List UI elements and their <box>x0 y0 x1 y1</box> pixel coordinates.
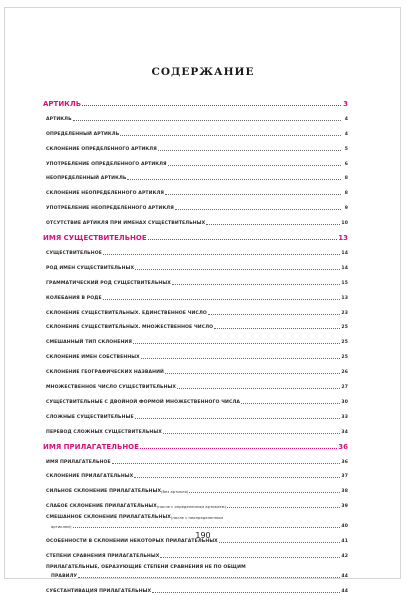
entry-page-number: 5 <box>344 146 348 152</box>
toc-entry[interactable] <box>43 212 348 227</box>
toc-entry[interactable] <box>43 495 348 510</box>
dot-leader <box>177 388 340 389</box>
entry-label: УПОТРЕБЛЕНИЕ ОПРЕДЕЛЕННОГО АРТИКЛЯ <box>46 161 167 167</box>
entry-label: ОСОБЕННОСТИ В СКЛОНЕНИИ НЕКОТОРЫХ ПРИЛАГАТЕЛЬНЫХ <box>46 539 218 545</box>
entry-label: СКЛОНЕНИЕ ПРИЛАГАТЕЛЬНЫХ <box>46 474 134 480</box>
toc-entry[interactable] <box>43 272 348 287</box>
toc-entry[interactable] <box>43 123 348 138</box>
toc-entry[interactable] <box>43 510 348 521</box>
dot-leader <box>135 269 340 270</box>
entry-page-number: 37 <box>341 474 348 480</box>
entry-label: СМЕШАННОЕ СКЛОНЕНИЕ ПРИЛАГАТЕЛЬНЫХ <box>46 514 171 520</box>
entry-label: ИМЯ ПРИЛАГАТЕЛЬНОЕ <box>46 459 111 465</box>
toc-entry[interactable] <box>43 560 348 571</box>
dot-leader <box>175 209 341 210</box>
entry-page-number: 6 <box>344 161 348 167</box>
toc-section-heading[interactable] <box>43 440 348 451</box>
entry-label: СМЕШАННЫЙ ТИП СКЛОНЕНИЯ <box>46 340 132 346</box>
section-page-number: 13 <box>338 234 348 243</box>
dot-leader <box>208 314 341 315</box>
entry-label: ПРИЛАГАТЕЛЬНЫЕ, ОБРАЗУЮЩИЕ СТЕПЕНИ СРАВНЕНИЯ НЕ ПО ОБЩИМ <box>46 564 246 570</box>
toc-entry-continuation[interactable] <box>43 521 348 531</box>
dot-leader <box>135 418 341 419</box>
toc-section-heading[interactable] <box>43 231 348 242</box>
entry-continuation: артиклем) <box>51 525 72 530</box>
entry-page-number: 42 <box>341 554 348 560</box>
toc-entry-continuation[interactable] <box>43 571 348 581</box>
dot-leader <box>172 284 341 285</box>
entry-label: РОД ИМЕН СУЩЕСТВИТЕЛЬНЫХ <box>46 265 135 271</box>
entry-label: СЛОЖНЫЕ СУЩЕСТВИТЕЛЬНЫЕ <box>46 414 134 420</box>
dot-leader <box>112 463 341 464</box>
dot-leader <box>82 105 341 106</box>
section-heading-label: ИМЯ СУЩЕСТВИТЕЛЬНОЕ <box>43 234 147 243</box>
entry-page-number: 8 <box>344 176 348 182</box>
dot-leader <box>73 527 341 528</box>
dot-leader <box>141 358 341 359</box>
dot-leader <box>160 557 340 558</box>
entry-label: СУЩЕСТВИТЕЛЬНЫЕ С ДВОЙНОЙ ФОРМОЙ МНОЖЕСТВЕННОГО ЧИСЛА <box>46 399 241 405</box>
entry-page-number: 13 <box>341 295 348 301</box>
dot-leader <box>152 592 340 593</box>
entry-continuation: ПРАВИЛУ <box>51 574 78 580</box>
entry-page-number: 27 <box>341 385 348 391</box>
entry-label: АРТИКЛЬ <box>46 116 72 122</box>
entry-page-number: 10 <box>341 221 348 227</box>
toc-entry[interactable] <box>43 317 348 332</box>
toc-entry[interactable] <box>43 545 348 560</box>
dot-leader <box>78 577 340 578</box>
entry-page-number: 36 <box>341 459 348 465</box>
dot-leader <box>158 150 341 151</box>
toc-entry[interactable] <box>43 466 348 481</box>
dot-leader <box>214 328 340 329</box>
entry-page-number: 30 <box>341 399 348 405</box>
entry-label: УПОТРЕБЛЕНИЕ НЕОПРЕДЕЛЕННОГО АРТИКЛЯ <box>46 206 174 212</box>
entry-label: НЕОПРЕДЕЛЕННЫЙ АРТИКЛЬ <box>46 176 127 182</box>
toc-entry[interactable] <box>43 257 348 272</box>
table-of-contents <box>43 97 348 595</box>
entry-label: ГРАММАТИЧЕСКИЙ РОД СУЩЕСТВИТЕЛЬНЫХ <box>46 280 171 286</box>
entry-label: СКЛОНЕНИЕ ОПРЕДЕЛЕННОГО АРТИКЛЯ <box>46 146 157 152</box>
entry-page-number: 25 <box>341 325 348 331</box>
entry-note: (без артикля) <box>161 490 189 495</box>
toc-entry[interactable] <box>43 406 348 421</box>
dot-leader <box>140 448 337 449</box>
entry-label: СКЛОНЕНИЕ СУЩЕСТВИТЕЛЬНЫХ. МНОЖЕСТВЕННОЕ ЧИСЛО <box>46 325 214 331</box>
toc-entry[interactable] <box>43 242 348 257</box>
entry-page-number: 41 <box>341 539 348 545</box>
toc-entry[interactable] <box>43 376 348 391</box>
toc-section-heading[interactable] <box>43 97 348 108</box>
toc-entry[interactable] <box>43 480 348 495</box>
toc-entry[interactable] <box>43 346 348 361</box>
entry-page-number: 40 <box>341 524 348 530</box>
entry-page-number: 4 <box>344 116 348 122</box>
entry-page-number: 14 <box>341 265 348 271</box>
toc-entry[interactable] <box>43 391 348 406</box>
toc-entry[interactable] <box>43 153 348 168</box>
entry-label: СЛАБОЕ СКЛОНЕНИЕ ПРИЛАГАТЕЛЬНЫХ <box>46 504 157 510</box>
toc-entry[interactable] <box>43 451 348 466</box>
entry-page-number: 15 <box>341 280 348 286</box>
entry-page-number: 25 <box>341 340 348 346</box>
page-title: СОДЕРЖАНИЕ <box>151 66 255 78</box>
entry-label: СУБСТАНТИВАЦИЯ ПРИЛАГАТЕЛЬНЫХ <box>46 588 152 594</box>
dot-leader <box>134 477 340 478</box>
toc-entry[interactable] <box>43 168 348 183</box>
entry-label: ОПРЕДЕЛЕННЫЙ АРТИКЛЬ <box>46 131 120 137</box>
entry-page-number: 14 <box>341 251 348 257</box>
dot-leader <box>165 373 340 374</box>
entry-label: СУЩЕСТВИТЕЛЬНОЕ <box>46 251 102 257</box>
entry-page-number: 9 <box>344 206 348 212</box>
entry-page-number: 33 <box>341 414 348 420</box>
toc-entry[interactable] <box>43 287 348 302</box>
entry-page-number: 23 <box>341 310 348 316</box>
toc-entry[interactable] <box>43 331 348 346</box>
dot-leader <box>165 194 341 195</box>
entry-label: СТЕПЕНИ СРАВНЕНИЯ ПРИЛАГАТЕЛЬНЫХ <box>46 554 160 560</box>
entry-page-number: 44 <box>341 574 348 580</box>
entry-label: СКЛОНЕНИЕ НЕОПРЕДЕЛЕННОГО АРТИКЛЯ <box>46 191 165 197</box>
entry-note: (после с определенным артиклем) <box>156 505 227 510</box>
toc-entry[interactable] <box>43 182 348 197</box>
section-page-number: 36 <box>338 442 348 451</box>
dot-leader <box>227 507 340 508</box>
dot-leader <box>103 299 341 300</box>
section-page-number: 3 <box>343 100 348 108</box>
entry-label: СКЛОНЕНИЕ ГЕОГРАФИЧЕСКИХ НАЗВАНИЙ <box>46 370 164 376</box>
dot-leader <box>163 433 341 434</box>
entry-label: СИЛЬНОЕ СКЛОНЕНИЕ ПРИЛАГАТЕЛЬНЫХ <box>46 489 162 495</box>
entry-page-number: 26 <box>341 370 348 376</box>
entry-page-number: 38 <box>341 489 348 495</box>
entry-page-number: 44 <box>341 588 348 594</box>
entry-label: СКЛОНЕНИЕ СУЩЕСТВИТЕЛЬНЫХ. ЕДИНСТВЕННОЕ ЧИСЛО <box>46 310 207 316</box>
entry-page-number: 4 <box>344 131 348 137</box>
section-heading-label: АРТИКЛЬ <box>43 100 82 108</box>
dot-leader <box>103 254 340 255</box>
entry-label: СКЛОНЕНИЕ ИМЕН СОБСТВЕННЫХ <box>46 355 140 361</box>
dot-leader <box>148 239 338 240</box>
toc-entry[interactable] <box>43 421 348 436</box>
dot-leader <box>127 179 341 180</box>
dot-leader <box>219 542 341 543</box>
dot-leader <box>133 343 340 344</box>
toc-entry[interactable] <box>43 302 348 317</box>
toc-entry[interactable] <box>43 361 348 376</box>
dot-leader <box>206 224 340 225</box>
dot-leader <box>120 135 341 136</box>
entry-label: КОЛЕБАНИЯ В РОДЕ <box>46 295 102 301</box>
section-heading-label: ИМЯ ПРИЛАГАТЕЛЬНОЕ <box>43 442 139 451</box>
entry-page-number: 25 <box>341 355 348 361</box>
entry-page-number: 34 <box>341 429 348 435</box>
entry-label: ПЕРЕВОД СЛОЖНЫХ СУЩЕСТВИТЕЛЬНЫХ <box>46 429 162 435</box>
dot-leader <box>73 120 341 121</box>
toc-entry[interactable] <box>43 108 348 123</box>
toc-entry[interactable] <box>43 138 348 153</box>
dot-leader <box>168 165 341 166</box>
entry-label: МНОЖЕСТВЕННОЕ ЧИСЛО СУЩЕСТВИТЕЛЬНЫХ <box>46 385 177 391</box>
toc-entry[interactable] <box>43 197 348 212</box>
toc-entry[interactable] <box>43 580 348 595</box>
dot-leader <box>241 403 340 404</box>
page-number: 190 <box>195 531 211 540</box>
entry-label: ОТСУТСТВИЕ АРТИКЛЯ ПРИ ИМЕНАХ СУЩЕСТВИТЕЛЬНЫХ <box>46 221 206 227</box>
entry-page-number: 8 <box>344 191 348 197</box>
entry-note: (после с неопределенным <box>170 515 224 520</box>
dot-leader <box>189 492 340 493</box>
entry-page-number: 39 <box>341 504 348 510</box>
